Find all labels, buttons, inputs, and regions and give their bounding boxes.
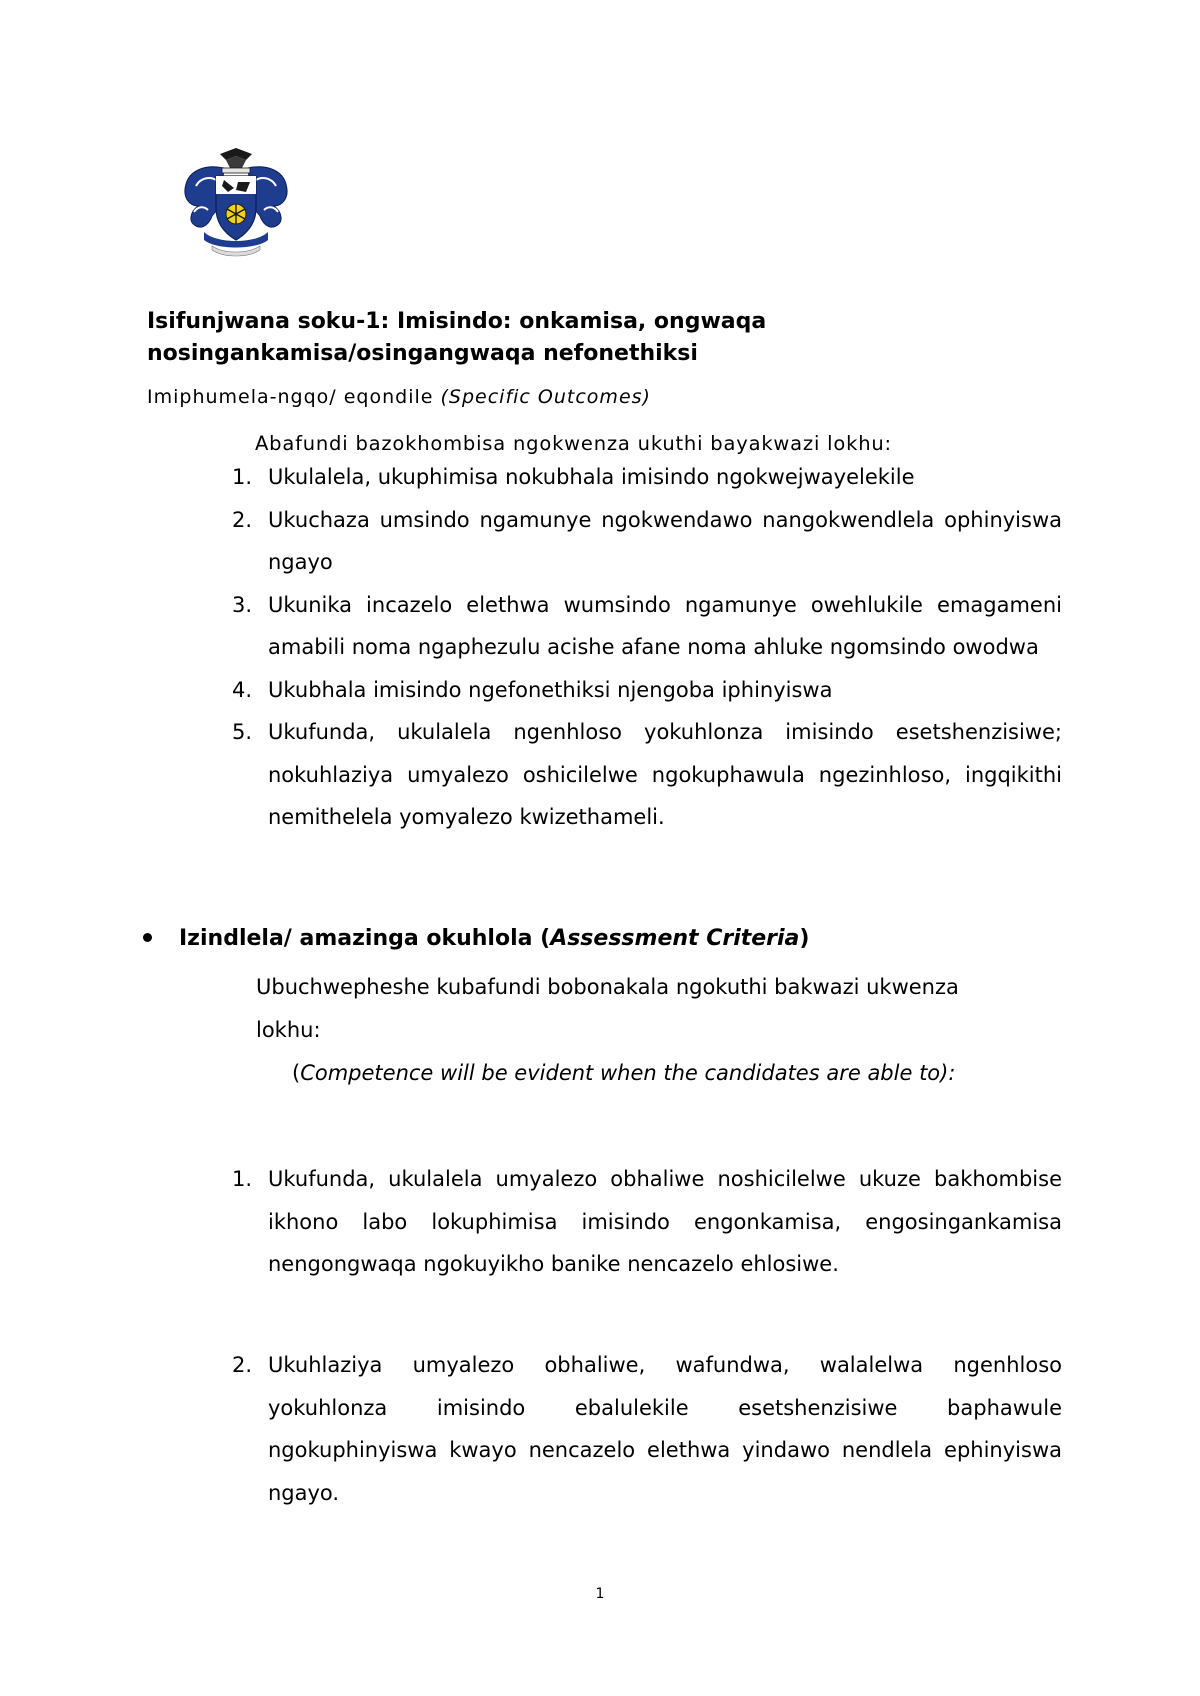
competence-zulu: Ubuchwepheshe kubafundi bobonakala ngokuthi bakwazi ukwenza lokhu: bbox=[256, 975, 959, 1042]
list-item-text: Ukuchaza umsindo ngamunye ngokwendawo nangokwendlela ophinyiswa ngayo bbox=[268, 507, 1062, 574]
list-item bbox=[232, 584, 1062, 669]
outcomes-heading bbox=[147, 386, 651, 408]
list-item-number: 4. bbox=[232, 677, 253, 702]
list-item-text: Ukufunda, ukulalela ngenhloso yokuhlonza imisindo esetshenzisiwe; nokuhlaziya umyalezo oshicilelwe ngokuphawula ngezinhloso, ingqikithi nemithelela yomyalezo kwizethameli. bbox=[268, 720, 1062, 829]
competence-english-text: Competence will be evident when the candidates are able to): bbox=[300, 1061, 956, 1085]
assessment-heading-after: ) bbox=[799, 926, 810, 951]
coat-of-arms-logo bbox=[176, 146, 296, 258]
list-item-number: 3. bbox=[232, 592, 253, 617]
list-item bbox=[232, 1158, 1062, 1286]
criteria-list-1 bbox=[232, 1158, 1062, 1286]
list-item bbox=[232, 456, 1062, 499]
list-item-number: 5. bbox=[232, 720, 253, 744]
outcomes-heading-text: Imiphumela-ngqo/ eqondile bbox=[147, 386, 441, 408]
page-number: 1 bbox=[595, 1586, 605, 1602]
list-item-text: Ukulalela, ukuphimisa nokubhala imisindo ngokwejwayelekile bbox=[268, 465, 915, 489]
list-item-number: 1. bbox=[232, 1167, 253, 1191]
list-item bbox=[232, 1344, 1062, 1514]
list-item-text: Ukubhala imisindo ngefonethiksi njengoba iphinyiswa bbox=[268, 677, 833, 702]
assessment-heading-before: Izindlela/ amazinga okuhlola ( bbox=[179, 926, 551, 951]
lesson-title: Isifunjwana soku-1: Imisindo: onkamisa, ongwaqa nosingankamisa/osingangwaqa nefonethiksi bbox=[147, 309, 767, 366]
bullet-icon bbox=[143, 933, 152, 942]
assessment-heading-english: Assessment Criteria bbox=[550, 926, 800, 951]
list-item-number: 1. bbox=[232, 465, 253, 489]
list-item bbox=[232, 499, 1062, 584]
list-item-text: Ukuhlaziya umyalezo obhaliwe, wafundwa, walalelwa ngenhloso yokuhlonza imisindo ebalulekile esetshenzisiwe baphawule ngokuphinyiswa kwayo nencazelo elethwa yindawo nendlela ephinyiswa ngayo. bbox=[268, 1353, 1062, 1505]
list-item bbox=[232, 711, 1062, 839]
outcomes-list bbox=[232, 456, 1062, 839]
list-item-number: 2. bbox=[232, 507, 253, 532]
criteria-list-2 bbox=[232, 1344, 1062, 1514]
assessment-heading bbox=[143, 926, 809, 951]
list-item-text: Ukunika incazelo elethwa wumsindo ngamunye owehlukile emagameni amabili noma ngaphezulu acishe afane noma ahluke ngomsindo owodwa bbox=[268, 592, 1062, 659]
list-item bbox=[232, 669, 1062, 712]
list-item-text: Ukufunda, ukulalela umyalezo obhaliwe noshicilelwe ukuze bakhombise ikhono labo lokuphimisa imisindo engonkamisa, engosingankamisa nengongwaqa ngokuyikho banike nencazelo ehlosiwe. bbox=[268, 1167, 1062, 1276]
list-item-number: 2. bbox=[232, 1353, 253, 1377]
competence-english bbox=[292, 1052, 1052, 1095]
outcomes-intro: Abafundi bazokhombisa ngokwenza ukuthi bayakwazi lokhu: bbox=[255, 432, 892, 455]
outcomes-heading-english: (Specific Outcomes) bbox=[440, 386, 651, 408]
competence-open-paren: ( bbox=[292, 1061, 301, 1085]
